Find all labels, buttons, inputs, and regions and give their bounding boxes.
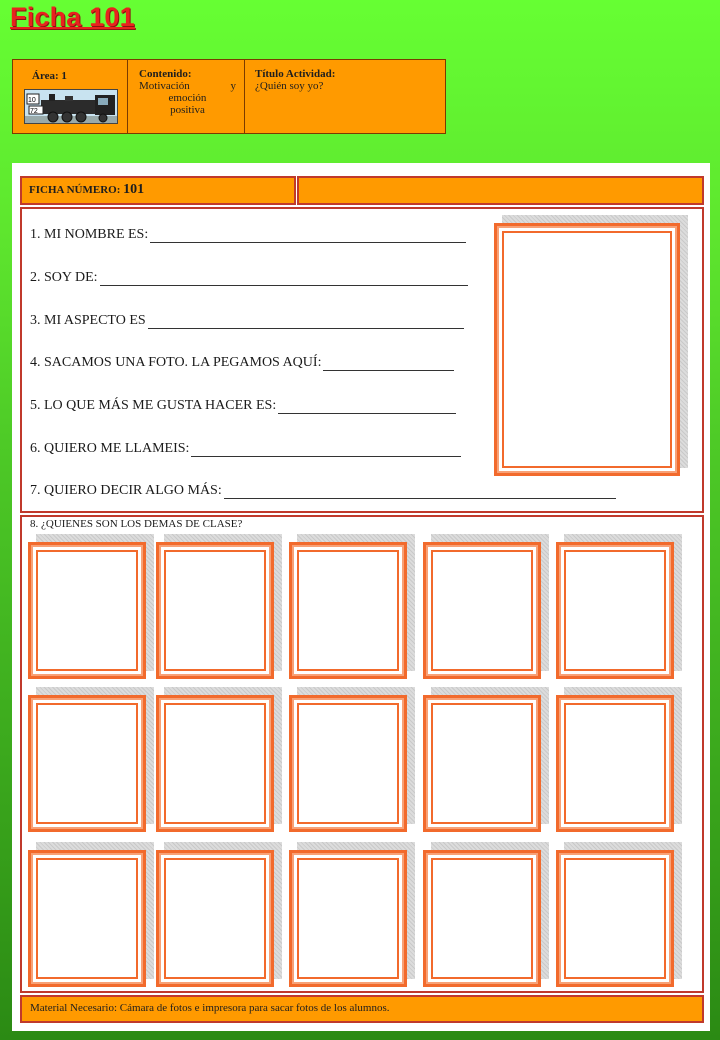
classmate-photo-frame[interactable]	[28, 542, 146, 679]
classmate-photo-frame[interactable]	[156, 850, 274, 987]
activity-info-table	[12, 59, 446, 134]
answer-line[interactable]	[148, 316, 464, 329]
materials-footer: Material Necesario: Cámara de fotos e impresora para sacar fotos de los alumnos.	[20, 995, 704, 1023]
questions-section	[20, 207, 704, 513]
question-7: 7. QUIERO DECIR ALGO MÁS:	[30, 483, 616, 499]
contenido-text-a: Motivación	[139, 80, 190, 92]
classmate-photo-frame[interactable]	[423, 850, 541, 987]
ficha-number: 101	[123, 182, 145, 197]
classmate-photo-frame[interactable]	[289, 850, 407, 987]
answer-line[interactable]	[191, 444, 461, 457]
answer-line[interactable]	[323, 358, 454, 371]
question-4: 4. SACAMOS UNA FOTO. LA PEGAMOS AQUÍ:	[30, 355, 454, 371]
answer-line[interactable]	[224, 486, 616, 499]
answer-line[interactable]	[150, 230, 466, 243]
classmates-section	[20, 515, 704, 993]
contenido-cell	[128, 60, 245, 133]
contenido-label: Contenido:	[139, 68, 192, 80]
area-label: Área: 1	[32, 70, 67, 82]
question-1: 1. MI NOMBRE ES:	[30, 227, 466, 243]
page-title: Ficha 101	[10, 2, 135, 32]
classmate-photo-frame[interactable]	[28, 850, 146, 987]
classmate-photo-frame[interactable]	[556, 850, 674, 987]
classmate-photo-frame[interactable]	[156, 542, 274, 679]
titulo-label: Título Actividad:	[255, 68, 336, 80]
classmate-photo-frame[interactable]	[556, 695, 674, 832]
classmate-photo-frame[interactable]	[289, 542, 407, 679]
classmate-photo-frame[interactable]	[556, 542, 674, 679]
contenido-text-d: positiva	[170, 104, 205, 116]
question-8: 8. ¿QUIENES SON LOS DEMAS DE CLASE?	[30, 518, 243, 530]
answer-line[interactable]	[100, 273, 468, 286]
question-6: 6. QUIERO ME LLAMEIS:	[30, 441, 461, 457]
question-3: 3. MI ASPECTO ES	[30, 313, 464, 329]
classmate-photo-frame[interactable]	[423, 542, 541, 679]
photo-frame-self[interactable]	[494, 223, 680, 476]
classmate-photo-frame[interactable]	[28, 695, 146, 832]
steam-train-image	[24, 89, 118, 124]
contenido-text-c: emoción	[168, 92, 207, 104]
classmate-photo-frame[interactable]	[156, 695, 274, 832]
question-2: 2. SOY DE:	[30, 270, 468, 286]
ficha-header	[20, 176, 296, 205]
ficha-label: FICHA NÚMERO:	[29, 184, 121, 196]
answer-line[interactable]	[278, 401, 456, 414]
svg-text:10: 10	[28, 97, 36, 104]
question-5: 5. LO QUE MÁS ME GUSTA HACER ES:	[30, 398, 456, 414]
classmate-photo-frame[interactable]	[423, 695, 541, 832]
worksheet	[12, 163, 710, 1031]
svg-text:72: 72	[30, 108, 38, 115]
titulo-cell	[245, 60, 445, 133]
header-blank-cell	[297, 176, 704, 205]
contenido-text-b: y	[230, 80, 236, 92]
area-cell	[13, 60, 128, 133]
classmate-photo-frame[interactable]	[289, 695, 407, 832]
titulo-value: ¿Quién soy yo?	[255, 80, 324, 92]
